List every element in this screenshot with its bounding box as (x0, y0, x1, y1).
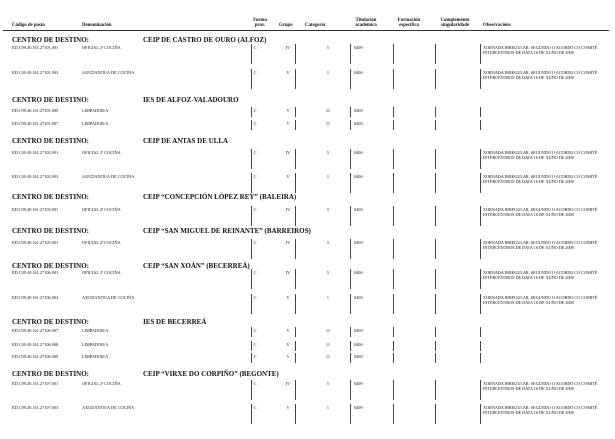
header-forma: Forma prov. (253, 18, 267, 28)
center-heading (12, 36, 266, 44)
header-complemento: Complemento singularidade (440, 18, 470, 28)
header-codigo: Código de posto (12, 23, 45, 28)
column-divider (295, 353, 296, 363)
column-divider (393, 120, 394, 130)
position-code: ED.C99.40.161.27102.003 (12, 174, 59, 179)
column-divider (251, 239, 252, 259)
column-divider (393, 353, 394, 363)
column-divider (350, 353, 351, 363)
column-divider (251, 294, 252, 314)
position-titulacion: 0400 (354, 295, 363, 300)
position-observations: XORNADA IRREGULAR, SEGUNDO O ACORDO CO COMITÉ INTERCENTROS DE DATA 16 DE XUÑO DE 2008 (483, 70, 598, 81)
position-grupo: V (286, 354, 290, 359)
column-divider (350, 380, 351, 400)
position-category: 11 (325, 354, 331, 359)
position-forma: C (253, 328, 257, 333)
position-forma: C (253, 270, 257, 275)
column-divider (350, 327, 351, 337)
column-divider (393, 44, 394, 64)
column-divider (393, 173, 394, 193)
position-code: ED.C99.40.161.27106.009 (12, 354, 59, 359)
position-category: 5 (326, 45, 330, 50)
column-divider (350, 120, 351, 130)
column-divider (350, 294, 351, 314)
position-observations: XORNADA IRREGULAR, SEGUNDO O ACORDO CO COMITÉ INTERCENTROS DE DATA 16 DE XUÑO DE 2008 (483, 381, 598, 392)
column-divider (435, 294, 436, 314)
position-titulacion: 0400 (354, 381, 363, 386)
column-divider (295, 269, 296, 289)
position-observations: XORNADA IRREGULAR, SEGUNDO O ACORDO CO COMITÉ INTERCENTROS DE DATA 16 DE XUÑO DE 2008 (483, 174, 598, 185)
position-code: ED.C99.40.161.27101.003 (12, 70, 59, 75)
column-divider (251, 120, 252, 130)
column-divider (393, 404, 394, 424)
position-grupo: IV (285, 45, 291, 50)
column-divider (480, 44, 481, 64)
position-code: ED.C99.40.161.27107.001 (12, 381, 59, 386)
column-divider (295, 239, 296, 259)
column-divider (435, 173, 436, 193)
position-forma: C (253, 342, 257, 347)
center-name: IES DE ALFOZ-VALADOURO (143, 96, 239, 104)
header-grupo: Grupo (279, 23, 293, 28)
column-divider (295, 341, 296, 351)
position-code: ED.C99.40.161.27103.001 (12, 207, 59, 212)
column-divider (393, 294, 394, 314)
center-label: CENTRO DE DESTINO: (12, 137, 90, 145)
position-code: ED.C99.40.161.27107.003 (12, 405, 59, 410)
position-category: 11 (325, 328, 331, 333)
column-divider (350, 44, 351, 64)
position-code: ED.C99.40.161.27102.001 (12, 150, 59, 155)
column-divider (435, 107, 436, 117)
position-denomination: LIMPADOR/A (82, 328, 109, 333)
position-grupo: V (286, 342, 290, 347)
column-divider (393, 69, 394, 89)
column-divider (435, 380, 436, 400)
position-grupo: IV (285, 240, 291, 245)
position-observations: XORNADA IRREGULAR, SEGUNDO O ACORDO CO COMITÉ INTERCENTROS DE DATA 16 DE XUÑO DE 2008 (483, 405, 598, 416)
column-divider (480, 269, 481, 289)
column-divider (295, 120, 296, 130)
position-code: ED.C99.40.161.27101.001 (12, 45, 59, 50)
position-code: ED.C99.40.161.27105.001 (12, 240, 59, 245)
position-denomination: OFICIAL 2ª COCIÑA (82, 45, 121, 50)
center-name: CEIP “VIRXE DO CORPIÑO” (BEGONTE) (143, 370, 279, 378)
column-divider (295, 294, 296, 314)
column-divider (435, 149, 436, 169)
position-titulacion: 0400 (354, 270, 363, 275)
position-category: 5 (326, 150, 330, 155)
column-divider (251, 149, 252, 169)
column-divider (435, 69, 436, 89)
column-divider (251, 69, 252, 89)
position-category: 5 (326, 270, 330, 275)
position-titulacion: 0400 (354, 207, 363, 212)
column-divider (295, 173, 296, 193)
position-forma: C (253, 150, 257, 155)
position-forma: C (253, 295, 257, 300)
position-denomination: OFICIAL 2ª COCIÑA (82, 207, 121, 212)
position-grupo: V (286, 108, 290, 113)
position-observations: XORNADA IRREGULAR, SEGUNDO O ACORDO CO COMITÉ INTERCENTROS DE DATA 16 DE XUÑO DE 2008 (483, 45, 598, 56)
column-divider (251, 44, 252, 64)
position-titulacion: 0400 (354, 70, 363, 75)
column-divider (393, 327, 394, 337)
column-divider (435, 206, 436, 226)
column-divider (435, 404, 436, 424)
center-label: CENTRO DE DESTINO: (12, 262, 90, 270)
column-divider (480, 173, 481, 193)
column-divider (435, 327, 436, 337)
column-divider (350, 69, 351, 89)
column-divider (480, 341, 481, 351)
position-observations: XORNADA IRREGULAR, SEGUNDO O ACORDO CO COMITÉ INTERCENTROS DE DATA 16 DE XUÑO DE 2008 (483, 207, 598, 218)
position-forma: C (253, 108, 257, 113)
column-divider (393, 206, 394, 226)
position-code: ED.C99.40.161.27106.008 (12, 342, 59, 347)
column-divider (295, 327, 296, 337)
position-titulacion: 0400 (354, 150, 363, 155)
center-heading (12, 318, 206, 326)
center-label: CENTRO DE DESTINO: (12, 36, 90, 44)
center-heading (12, 137, 228, 145)
position-titulacion: 0400 (354, 108, 363, 113)
column-divider (393, 341, 394, 351)
column-divider (251, 107, 252, 117)
header-observaciones: Observacións (483, 23, 511, 28)
column-divider (435, 120, 436, 130)
position-forma: C (253, 121, 257, 126)
column-divider (295, 44, 296, 64)
column-divider (251, 353, 252, 363)
position-denomination: LIMPADOR/A (82, 342, 109, 347)
position-grupo: V (286, 295, 290, 300)
column-divider (350, 149, 351, 169)
center-heading (12, 96, 239, 104)
column-divider (480, 107, 481, 117)
column-divider (295, 404, 296, 424)
column-divider (251, 173, 252, 193)
column-divider (480, 120, 481, 130)
center-heading (12, 262, 250, 270)
column-divider (393, 269, 394, 289)
column-divider (435, 44, 436, 64)
center-label: CENTRO DE DESTINO: (12, 370, 90, 378)
position-grupo: V (286, 121, 290, 126)
column-divider (435, 239, 436, 259)
column-divider (295, 206, 296, 226)
position-code: ED.C99.40.161.27101.007 (12, 121, 59, 126)
position-denomination: AXUDANTE/A DE COCIÑA (82, 174, 135, 179)
position-category: 5 (326, 207, 330, 212)
column-divider (295, 69, 296, 89)
column-divider (350, 173, 351, 193)
center-name: CEIP DE CASTRO DE OURO (ALFOZ) (143, 36, 267, 44)
column-divider (251, 206, 252, 226)
position-denomination: AXUDANTE/A DE COCIÑA (82, 295, 135, 300)
column-divider (480, 327, 481, 337)
position-titulacion: 0400 (354, 121, 363, 126)
center-label: CENTRO DE DESTINO: (12, 318, 90, 326)
position-denomination: LIMPADOR/A (82, 121, 109, 126)
position-grupo: V (286, 328, 290, 333)
position-code: ED.C99.40.161.27106.007 (12, 328, 59, 333)
column-divider (251, 341, 252, 351)
column-divider (393, 239, 394, 259)
position-grupo: IV (285, 207, 291, 212)
column-divider (393, 107, 394, 117)
position-forma: C (253, 45, 257, 50)
center-name: CEIP “CONCEPCIÓN LÓPEZ REY” (BALEIRA) (143, 193, 297, 201)
position-forma: C (253, 70, 257, 75)
position-code: ED.C99.40.161.27101.005 (12, 108, 59, 113)
position-denomination: LIMPADOR/A (82, 354, 109, 359)
column-divider (350, 269, 351, 289)
position-observations: XORNADA IRREGULAR, SEGUNDO O ACORDO CO COMITÉ INTERCENTROS DE DATA 16 DE XUÑO DE 2008 (483, 295, 598, 306)
column-divider (350, 239, 351, 259)
position-observations: XORNADA IRREGULAR, SEGUNDO O ACORDO CO COMITÉ INTERCENTROS DE DATA 16 DE XUÑO DE 2008 (483, 150, 598, 161)
position-category: 11 (325, 342, 331, 347)
center-name: CEIP “SAN MIGUEL DE REINANTE” (BARREIROS) (143, 227, 311, 235)
column-divider (435, 341, 436, 351)
position-observations: XORNADA IRREGULAR, SEGUNDO O ACORDO CO COMITÉ INTERCENTROS DE DATA 16 DE XUÑO DE 2008 (483, 270, 598, 281)
position-grupo: V (286, 174, 290, 179)
position-denomination: OFICIAL 2ª COCIÑA (82, 150, 121, 155)
center-label: CENTRO DE DESTINO: (12, 227, 90, 235)
position-grupo: V (286, 70, 290, 75)
column-divider (350, 107, 351, 117)
header-titulacion: Titulación académica (355, 18, 377, 28)
column-divider (350, 341, 351, 351)
position-grupo: IV (285, 150, 291, 155)
column-divider (435, 353, 436, 363)
position-forma: C (253, 381, 257, 386)
column-divider (295, 149, 296, 169)
position-titulacion: 0400 (354, 174, 363, 179)
position-forma: C (253, 174, 257, 179)
position-category: 5 (326, 240, 330, 245)
center-label: CENTRO DE DESTINO: (12, 193, 90, 201)
position-denomination: LIMPADOR/A (82, 108, 109, 113)
center-heading (12, 227, 311, 235)
position-category: 5 (326, 381, 330, 386)
position-titulacion: 0400 (354, 328, 363, 333)
column-divider (251, 269, 252, 289)
position-denomination: AXUDANTE/A DE COCIÑA (82, 405, 135, 410)
position-grupo: IV (285, 270, 291, 275)
column-divider (480, 380, 481, 400)
position-denomination: OFICIAL 2ª COCIÑA (82, 381, 121, 386)
position-forma: C (253, 240, 257, 245)
position-forma: C (253, 405, 257, 410)
position-titulacion: 0400 (354, 405, 363, 410)
column-divider (350, 206, 351, 226)
center-name: CEIP DE ANTAS DE ULLA (143, 137, 229, 145)
position-code: ED.C99.40.161.27106.004 (12, 295, 59, 300)
column-divider (480, 404, 481, 424)
position-grupo: V (286, 405, 290, 410)
position-forma: C (253, 354, 257, 359)
position-category: 1 (326, 295, 330, 300)
center-name: IES DE BECERREÁ (143, 318, 207, 326)
position-category: 1 (326, 405, 330, 410)
position-grupo: IV (285, 381, 291, 386)
column-divider (480, 149, 481, 169)
position-category: 11 (325, 108, 331, 113)
center-heading (12, 193, 296, 201)
column-divider (251, 380, 252, 400)
position-category: 1 (326, 174, 330, 179)
header-categoria: Categoría (305, 23, 326, 28)
position-forma: C (253, 207, 257, 212)
center-label: CENTRO DE DESTINO: (12, 96, 90, 104)
center-heading (12, 370, 279, 378)
column-divider (251, 327, 252, 337)
column-divider (480, 294, 481, 314)
position-category: 11 (325, 121, 331, 126)
column-divider (480, 69, 481, 89)
header-denominacion: Denominación (82, 23, 112, 28)
column-divider (480, 206, 481, 226)
column-divider (393, 380, 394, 400)
position-observations: XORNADA IRREGULAR, SEGUNDO O ACORDO CO COMITÉ INTERCENTROS DE DATA 16 DE XUÑO DE 2008 (483, 240, 598, 251)
header-formacion: Formación específica (397, 18, 421, 28)
column-divider (480, 353, 481, 363)
center-name: CEIP “SAN XOÁN” (BECERREÁ) (143, 262, 250, 270)
column-divider (295, 107, 296, 117)
column-divider (251, 404, 252, 424)
position-denomination: AXUDANTE/A DE COCIÑA (82, 70, 135, 75)
position-denomination: OFICIAL 2ª COCIÑA (82, 240, 121, 245)
column-divider (295, 380, 296, 400)
header-rule (3, 30, 609, 31)
column-divider (480, 239, 481, 259)
column-divider (393, 149, 394, 169)
position-code: ED.C99.40.161.27106.001 (12, 270, 59, 275)
column-divider (350, 404, 351, 424)
position-titulacion: 0400 (354, 354, 363, 359)
position-category: 1 (326, 70, 330, 75)
position-titulacion: 0400 (354, 45, 363, 50)
column-divider (435, 269, 436, 289)
position-titulacion: 0400 (354, 342, 363, 347)
position-titulacion: 0400 (354, 240, 363, 245)
position-denomination: OFICIAL 2ª COCIÑA (82, 270, 121, 275)
